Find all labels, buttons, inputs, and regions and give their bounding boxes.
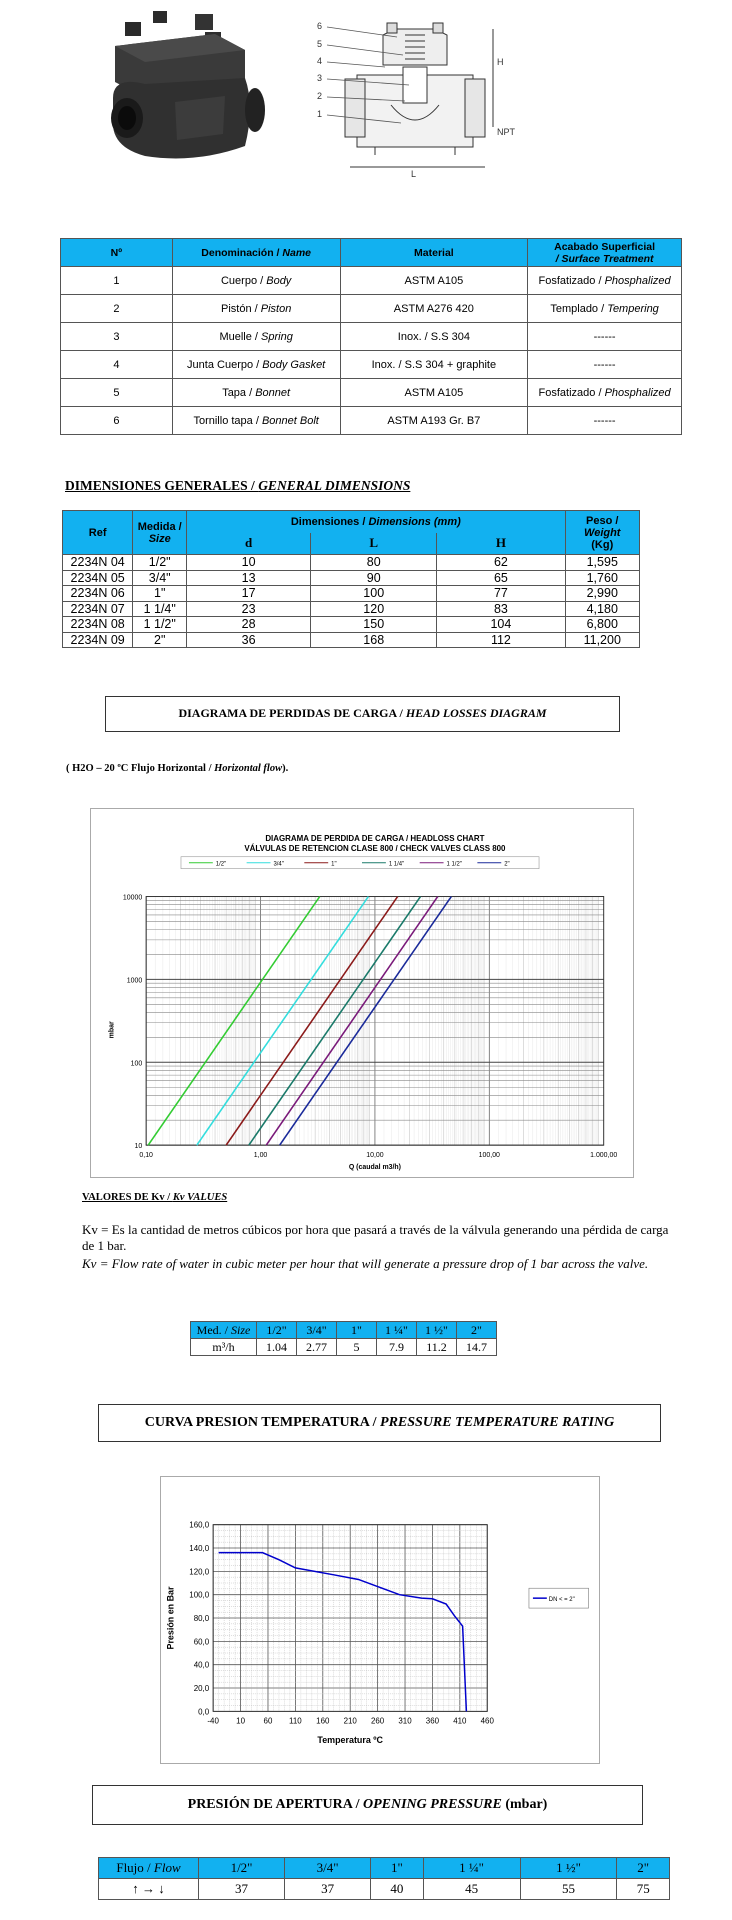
part-number: 4 <box>61 351 173 379</box>
dims-h-size: Medida / Size <box>133 511 187 555</box>
kv-value: 1.04 <box>257 1339 297 1356</box>
dims-cell-ref: 2234N 08 <box>63 617 133 633</box>
dims-cell-H: 104 <box>437 617 565 633</box>
chart1-xlabel: Q (caudal m3/h) <box>348 1164 402 1172</box>
npt-label: NPT <box>497 127 515 137</box>
op-head-label: Flujo / Flow <box>99 1858 199 1879</box>
dims-cell-w: 2,990 <box>565 586 639 602</box>
headloss-chart <box>90 808 634 1178</box>
part-finish: ------ <box>528 407 682 435</box>
dims-cell-w: 11,200 <box>565 632 639 648</box>
dims-cell-d: 10 <box>187 555 311 571</box>
op-size: 1 ½" <box>520 1858 617 1879</box>
dimensions-table <box>62 510 640 648</box>
chart1-x-tick: 1.000,00 <box>590 1152 618 1160</box>
dimensions-title: DIMENSIONES GENERALES / GENERAL DIMENSIONS <box>65 478 411 493</box>
dims-cell-size: 3/4" <box>133 570 187 586</box>
part-material: ASTM A276 420 <box>340 295 528 323</box>
chart2-y-tick: 100,0 <box>189 1590 210 1600</box>
op-value: 45 <box>423 1879 520 1900</box>
kv-value: 5 <box>337 1339 377 1356</box>
parts-h-material: Material <box>340 239 528 267</box>
dims-cell-w: 1,595 <box>565 555 639 571</box>
kv-unit: m³/h <box>191 1339 257 1356</box>
series-line <box>249 897 421 1146</box>
kv-value: 7.9 <box>377 1339 417 1356</box>
part-finish: ------ <box>528 351 682 379</box>
dims-cell-ref: 2234N 05 <box>63 570 133 586</box>
dims-h-d: d <box>187 533 311 555</box>
part-number: 2 <box>61 295 173 323</box>
part-number: 3 <box>61 323 173 351</box>
section-drawing <box>305 15 525 185</box>
dim-H-label: H <box>497 57 504 67</box>
opening-pressure-title: PRESIÓN DE APERTURA / OPENING PRESSURE (mbar) <box>92 1785 643 1825</box>
dims-row <box>63 601 640 617</box>
part-number: 1 <box>61 267 173 295</box>
dims-row <box>63 555 640 571</box>
op-value: 55 <box>520 1879 617 1900</box>
dims-row <box>63 586 640 602</box>
pressure-temp-chart <box>160 1476 600 1764</box>
callout-3: 3 <box>317 73 323 83</box>
dims-h-weight: Peso / Weight (Kg) <box>565 511 639 555</box>
dims-cell-ref: 2234N 07 <box>63 601 133 617</box>
kv-size: 1/2" <box>257 1322 297 1339</box>
chart2-y-tick: 0,0 <box>198 1707 210 1717</box>
legend-label: 1" <box>331 861 337 868</box>
parts-row <box>61 267 682 295</box>
dims-cell-L: 150 <box>311 617 437 633</box>
chart1-x-tick: 10,00 <box>366 1152 384 1160</box>
part-number: 6 <box>61 407 173 435</box>
part-name: Junta Cuerpo / Body Gasket <box>172 351 340 379</box>
callout-5: 5 <box>317 39 323 49</box>
chart2-xlabel: Temperatura ºC <box>317 1735 383 1746</box>
callout-1: 1 <box>317 109 323 119</box>
op-value: 37 <box>285 1879 371 1900</box>
chart2-ylabel: Presión en Bar <box>165 1586 176 1650</box>
chart1-y-tick: 10 <box>134 1143 143 1151</box>
part-name: Tapa / Bonnet <box>172 379 340 407</box>
kv-title: VALORES DE Kv / Kv VALUES <box>82 1192 228 1203</box>
dims-cell-H: 112 <box>437 632 565 648</box>
chart2-x-tick: 160 <box>316 1716 330 1726</box>
valve-photo <box>105 6 270 164</box>
legend-label: DN < = 2" <box>548 1597 575 1604</box>
chart1-x-tick: 0,10 <box>139 1152 153 1160</box>
chart2-y-tick: 60,0 <box>193 1637 210 1647</box>
series-line <box>266 897 437 1146</box>
chart2-x-tick: 60 <box>263 1716 273 1726</box>
chart2-y-tick: 80,0 <box>193 1613 210 1623</box>
opening-pressure-table <box>98 1857 670 1900</box>
kv-size: 1 ¼" <box>377 1322 417 1339</box>
part-name: Muelle / Spring <box>172 323 340 351</box>
dims-cell-d: 13 <box>187 570 311 586</box>
dims-row <box>63 570 640 586</box>
dims-cell-ref: 2234N 04 <box>63 555 133 571</box>
dims-cell-ref: 2234N 09 <box>63 632 133 648</box>
chart2-x-tick: 360 <box>425 1716 440 1726</box>
dims-row <box>63 632 640 648</box>
kv-head-label: Med. / Size <box>191 1322 257 1339</box>
part-name: Tornillo tapa / Bonnet Bolt <box>172 407 340 435</box>
part-material: Inox. / S.S 304 <box>340 323 528 351</box>
part-material: Inox. / S.S 304 + graphite <box>340 351 528 379</box>
chart1-ylabel: mbar <box>108 1021 116 1039</box>
chart2-x-tick: 410 <box>453 1716 467 1726</box>
head-losses-title: DIAGRAMA DE PERDIDAS DE CARGA / HEAD LOSSES DIAGRAM <box>105 696 620 732</box>
legend-label: 1 1/4" <box>388 861 405 868</box>
chart2-x-tick: 460 <box>480 1716 494 1726</box>
chart2-y-tick: 120,0 <box>189 1567 210 1577</box>
chart1-x-tick: 100,00 <box>478 1152 500 1160</box>
part-name: Cuerpo / Body <box>172 267 340 295</box>
parts-table <box>60 238 682 435</box>
dims-cell-H: 77 <box>437 586 565 602</box>
chart2-y-tick: 40,0 <box>193 1660 210 1670</box>
dims-cell-d: 36 <box>187 632 311 648</box>
parts-h-finish: Acabado Superficial / Surface Treatment <box>528 239 682 267</box>
kv-size: 1" <box>337 1322 377 1339</box>
parts-row <box>61 323 682 351</box>
parts-h-name: Denominación / Name <box>172 239 340 267</box>
dim-L-label: L <box>411 169 417 179</box>
part-material: ASTM A193 Gr. B7 <box>340 407 528 435</box>
dims-cell-L: 100 <box>311 586 437 602</box>
chart2-y-tick: 20,0 <box>193 1684 210 1694</box>
dims-cell-w: 4,180 <box>565 601 639 617</box>
chart2-x-tick: 210 <box>343 1716 357 1726</box>
chart1-title: DIAGRAMA DE PERDIDA DE CARGA / HEADLOSS CHART <box>265 833 485 843</box>
legend-label: 1 1/2" <box>446 861 462 868</box>
dims-cell-d: 28 <box>187 617 311 633</box>
callout-2: 2 <box>317 91 323 101</box>
op-size: 1 ¼" <box>423 1858 520 1879</box>
kv-value: 14.7 <box>457 1339 497 1356</box>
dims-cell-L: 80 <box>311 555 437 571</box>
op-size: 1/2" <box>199 1858 285 1879</box>
parts-row <box>61 407 682 435</box>
chart1-subtitle: VÁLVULAS DE RETENCION CLASE 800 / CHECK VALVES CLASS 800 <box>244 843 506 853</box>
chart2-x-tick: -40 <box>207 1716 219 1726</box>
series-line <box>280 897 452 1146</box>
op-value: 75 <box>617 1879 670 1900</box>
kv-value: 2.77 <box>297 1339 337 1356</box>
kv-size: 3/4" <box>297 1322 337 1339</box>
chart2-y-tick: 160,0 <box>189 1520 210 1530</box>
parts-row <box>61 295 682 323</box>
op-size: 2" <box>617 1858 670 1879</box>
part-finish: Templado / Tempering <box>528 295 682 323</box>
part-finish: ------ <box>528 323 682 351</box>
dims-h-dimensions: Dimensiones / Dimensions (mm) <box>187 511 565 533</box>
chart2-x-tick: 310 <box>398 1716 412 1726</box>
parts-row <box>61 379 682 407</box>
op-value: 37 <box>199 1879 285 1900</box>
chart1-x-tick: 1,00 <box>253 1152 268 1160</box>
callout-6: 6 <box>317 21 323 31</box>
part-material: ASTM A105 <box>340 267 528 295</box>
legend-label: 3/4" <box>273 861 284 868</box>
op-row-label: ↑ → ↓ <box>99 1879 199 1900</box>
parts-h-no: Nº <box>61 239 173 267</box>
kv-definition-es: Kv = Es la cantidad de metros cúbicos por hora que pasará a través de la válvula generando una pérdida de carga de 1 bar. <box>82 1222 669 1253</box>
chart2-y-tick: 140,0 <box>189 1543 210 1553</box>
dims-cell-ref: 2234N 06 <box>63 586 133 602</box>
op-size: 3/4" <box>285 1858 371 1879</box>
dims-cell-d: 17 <box>187 586 311 602</box>
dims-cell-size: 1 1/2" <box>133 617 187 633</box>
parts-row <box>61 351 682 379</box>
series-line <box>219 1553 467 1712</box>
dims-cell-L: 168 <box>311 632 437 648</box>
chart1-y-tick: 10000 <box>122 894 143 902</box>
dims-cell-w: 6,800 <box>565 617 639 633</box>
chart2-x-tick: 10 <box>236 1716 245 1726</box>
part-name: Pistón / Piston <box>172 295 340 323</box>
dims-cell-w: 1,760 <box>565 570 639 586</box>
kv-size: 2" <box>457 1322 497 1339</box>
dims-h-ref: Ref <box>63 511 133 555</box>
chart1-y-tick: 1000 <box>126 977 143 985</box>
chart2-x-tick: 110 <box>289 1716 302 1726</box>
legend-label: 2" <box>504 861 510 868</box>
dims-cell-size: 2" <box>133 632 187 648</box>
part-number: 5 <box>61 379 173 407</box>
part-finish: Fosfatizado / Phosphalized <box>528 379 682 407</box>
dims-cell-size: 1 1/4" <box>133 601 187 617</box>
dims-h-L: L <box>311 533 437 555</box>
chart2-x-tick: 260 <box>370 1716 385 1726</box>
dims-row <box>63 617 640 633</box>
part-material: ASTM A105 <box>340 379 528 407</box>
dims-h-H: H <box>437 533 565 555</box>
dims-cell-size: 1" <box>133 586 187 602</box>
part-finish: Fosfatizado / Phosphalized <box>528 267 682 295</box>
chart1-grid <box>146 897 604 1146</box>
dims-cell-d: 23 <box>187 601 311 617</box>
pressure-temp-title: CURVA PRESION TEMPERATURA / PRESSURE TEMPERATURE RATING <box>98 1404 661 1442</box>
kv-table <box>190 1321 497 1356</box>
kv-value: 11.2 <box>417 1339 457 1356</box>
kv-size: 1 ½" <box>417 1322 457 1339</box>
parts-header-row <box>61 239 682 267</box>
flow-note: ( H2O – 20 ºC Flujo Horizontal / Horizontal flow). <box>66 763 289 774</box>
dims-cell-L: 90 <box>311 570 437 586</box>
kv-definition-en: Kv = Flow rate of water in cubic meter per hour that will generate a pressure drop of 1 bar across the valve. <box>82 1256 649 1271</box>
dims-cell-H: 65 <box>437 570 565 586</box>
dims-cell-size: 1/2" <box>133 555 187 571</box>
dims-cell-H: 62 <box>437 555 565 571</box>
series-line <box>148 897 320 1146</box>
chart1-y-tick: 100 <box>130 1060 143 1068</box>
dims-cell-H: 83 <box>437 601 565 617</box>
callout-4: 4 <box>317 56 323 66</box>
dims-cell-L: 120 <box>311 601 437 617</box>
op-value: 40 <box>371 1879 424 1900</box>
legend-label: 1/2" <box>215 861 227 868</box>
op-size: 1" <box>371 1858 424 1879</box>
